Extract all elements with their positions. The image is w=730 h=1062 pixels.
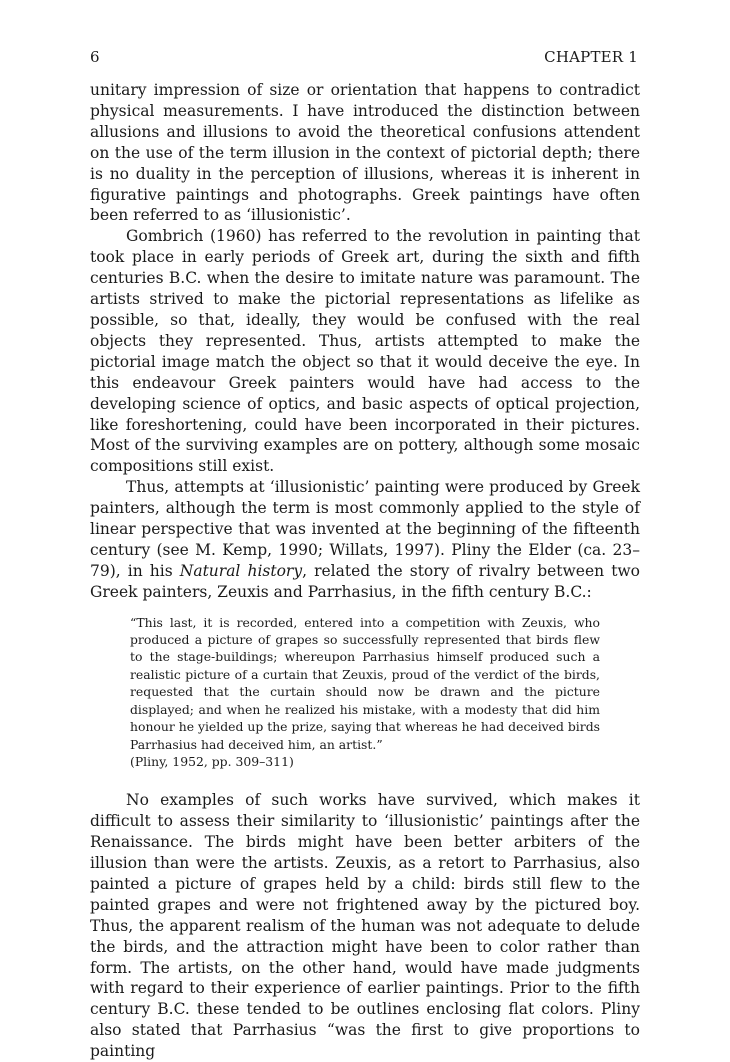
running-chapter-title: CHAPTER 1 <box>544 48 638 66</box>
paragraph-4: No examples of such works have survived, which makes it difficult to assess their similarity to ‘illusionistic’ paintings after the Renaissance. The birds might have been better arbiters of the illusion than were the artists. Zeuxis, as a retort to Parrhasius, also painted a picture of grapes held by a child: birds still flew to the painted grapes and were not frightened away by the pictured boy. Thus, the apparent realism of the human was not adequate to delude the birds, and the attraction might have been to color rather than form. The artists, on the other hand, would have made judgments with regard to their experience of earlier paintings. Prior to the fifth century B.C. these tended to be outlines enclosing flat colors. Pliny also stated that Parrhasius “was the first to give proportions to painting <box>90 791 640 1061</box>
block-quote <box>130 614 600 771</box>
book-title-natural-history: Natural history <box>179 561 303 580</box>
page-header <box>90 48 638 70</box>
block-quote-text: “This last, it is recorded, entered into a competition with Zeuxis, who produced a picture of grapes so successfully represented that birds flew to the stage-buildings; whereupon Parrhasius himself produced such a realistic picture of a curtain that Zeuxis, proud of the verdict of the birds, requested that the curtain should now be drawn and the picture displayed; and when he realized his mistake, with a modesty that did him honour he yielded up the prize, saying that whereas he had deceived birds Parrhasius had deceived him, an artist.” <box>130 614 600 752</box>
paragraph-3-text-b: , related the story of rivalry between two Greek painters, Zeuxis and Parrhasius, in the fifth century B.C.: <box>90 561 641 601</box>
paragraph-3-text-a: Thus, attempts at ‘illusionistic’ painting were produced by Greek painters, although the term is most commonly applied to the style of linear perspective that was invented at the beginning of the fifteenth century (see M. Kemp, 1990; Willats, 1997). Pliny the Elder (ca. 23–79), in his <box>90 478 640 580</box>
block-quote-citation: (Pliny, 1952, pp. 309–311) <box>130 753 294 769</box>
page-body <box>90 80 640 1062</box>
paragraph-3 <box>90 477 640 602</box>
paragraph-1: unitary impression of size or orientation that happens to contradict physical measurements. I have introduced the distinction between allusions and illusions to avoid the theoretical confusions attendent on the use of the term illusion in the context of pictorial depth; there is no duality in the perception of illusions, whereas it is inherent in figurative paintings and photographs. Greek paintings have often been referred to as ‘illusionistic’. <box>90 81 640 225</box>
page-number: 6 <box>90 48 100 66</box>
paragraph-2: Gombrich (1960) has referred to the revolution in painting that took place in early periods of Greek art, during the sixth and fifth centuries B.C. when the desire to imitate nature was paramount. The artists strived to make the pictorial representations as lifelike as possible, so that, ideally, they would be confused with the real objects they represented. Thus, artists attempted to make the pictorial image match the object so that it would deceive the eye. In this endeavour Greek painters would have had access to the developing science of optics, and basic aspects of optical projection, like foreshortening, could have been incorporated in their pictures. Most of the surviving examples are on pottery, although some mosaic compositions still exist. <box>90 227 640 476</box>
